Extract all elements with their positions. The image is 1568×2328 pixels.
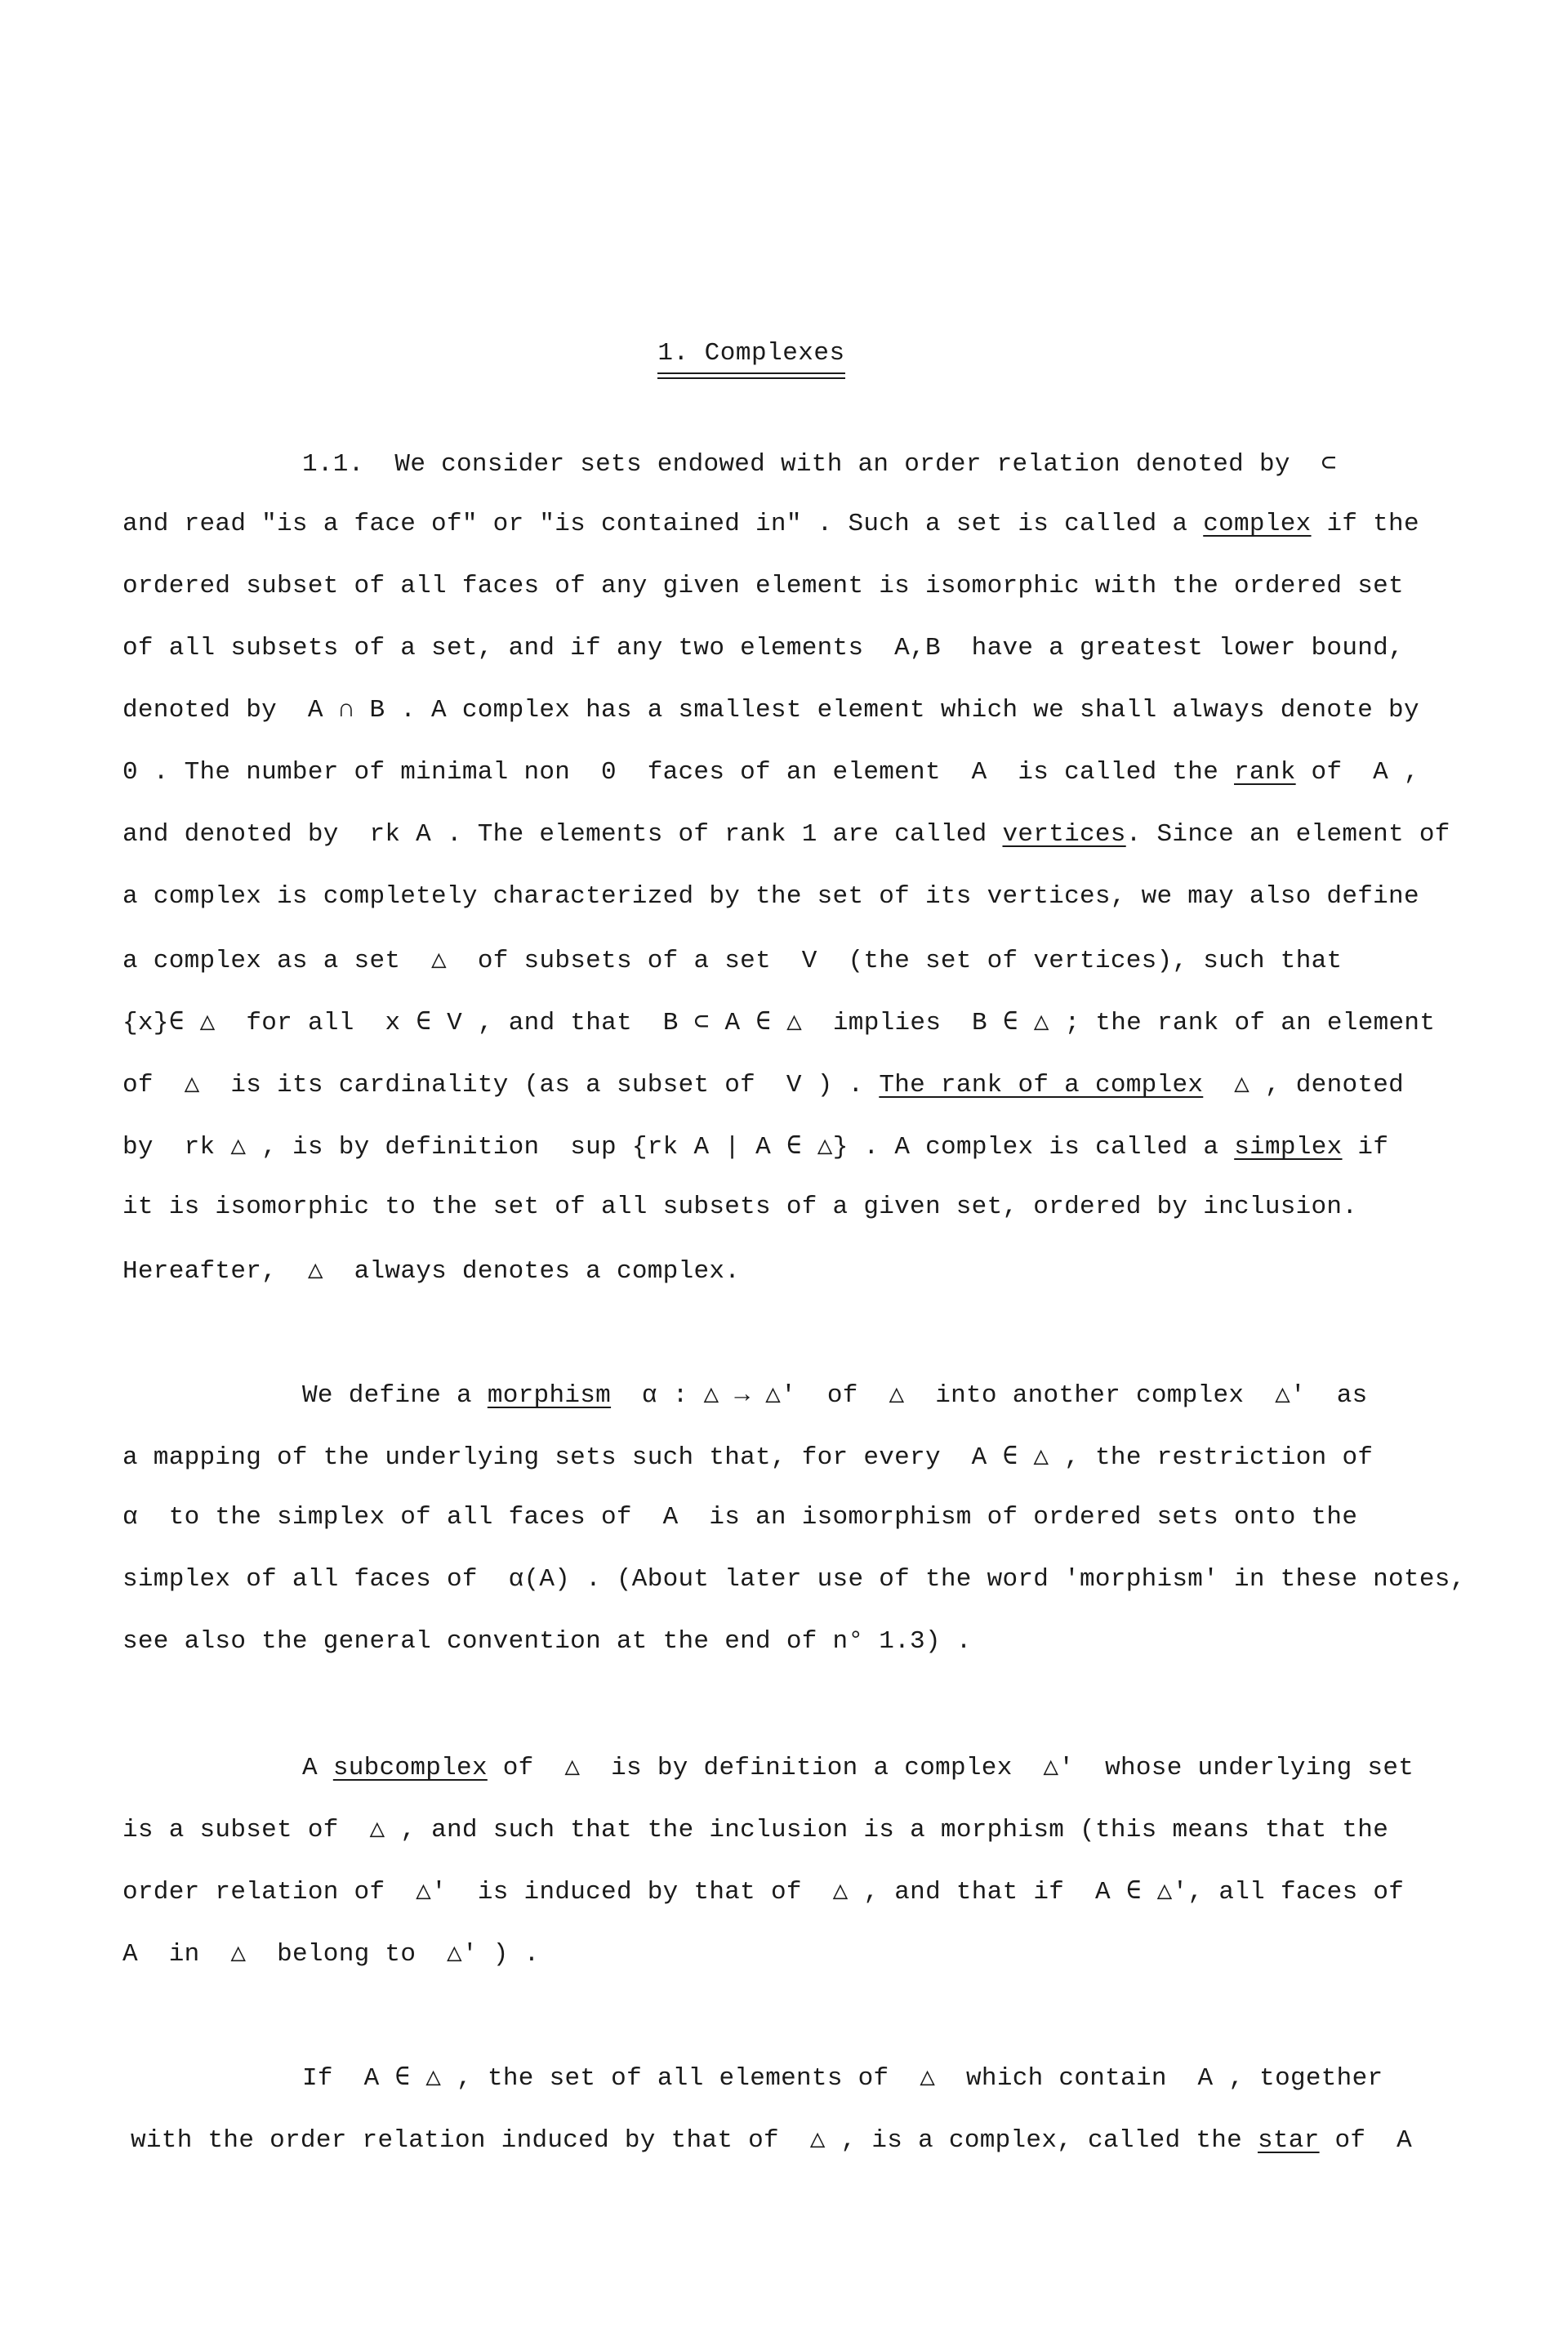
text-segment: Hereafter, △ always denotes a complex. <box>122 1257 741 1286</box>
text-segment: A <box>302 1754 333 1782</box>
text-line <box>122 1875 1404 1907</box>
text-segment: {x}∈ △ for all x ∈ V , and that B ⊂ A ∈ △ implies B ∈ △ ; the rank of an element <box>122 1009 1436 1037</box>
text-line <box>122 510 1419 538</box>
text-segment: denoted by A ∩ B . A complex has a smallest element which we shall always denote by <box>122 696 1419 725</box>
text-segment: 1.1. We consider sets endowed with an order relation denoted by ⊂ <box>302 450 1337 479</box>
text-line <box>122 634 1404 662</box>
text-segment: a complex as a set △ of subsets of a set V (the set of vertices), such that <box>122 947 1343 975</box>
text-line <box>131 2124 1412 2155</box>
defined-term: rank <box>1234 758 1296 787</box>
text-segment: a complex is completely characterized by the set of its vertices, we may also define <box>122 882 1419 911</box>
text-segment: We define a <box>302 1381 488 1410</box>
text-segment: A in △ belong to △' ) . <box>122 1940 540 1969</box>
text-line <box>122 1813 1388 1844</box>
defined-term: morphism <box>487 1381 612 1410</box>
section-title-text: 1. Complexes <box>657 339 844 374</box>
text-line <box>122 1068 1404 1099</box>
text-line <box>302 1751 1414 1782</box>
text-segment: of all subsets of a set, and if any two elements A,B have a greatest lower bound, <box>122 634 1404 662</box>
text-segment: with the order relation induced by that of △ , is a complex, called the <box>131 2126 1258 2155</box>
text-segment: order relation of △' is induced by that of △ , and that if A ∈ △', all faces of <box>122 1878 1405 1907</box>
text-line <box>122 1131 1388 1162</box>
defined-term: vertices <box>1002 820 1126 849</box>
text-line <box>122 1255 740 1286</box>
text-segment: a mapping of the underlying sets such that, for every A ∈ △ , the restriction of <box>122 1443 1374 1472</box>
defined-term: The rank of a complex <box>879 1071 1204 1099</box>
text-line <box>302 1379 1368 1410</box>
text-line <box>122 572 1404 600</box>
text-line <box>122 758 1419 787</box>
section-title <box>0 339 1503 374</box>
text-segment: if the <box>1311 510 1419 538</box>
text-segment: ordered subset of all faces of any given element is isomorphic with the ordered set <box>122 572 1404 600</box>
defined-term: subcomplex <box>332 1754 488 1782</box>
text-line <box>302 448 1337 479</box>
text-segment: is a subset of △ , and such that the inclusion is a morphism (this means that the <box>122 1816 1389 1844</box>
defined-term: simplex <box>1234 1133 1343 1162</box>
text-line <box>122 1503 1357 1532</box>
text-line <box>302 2062 1383 2093</box>
text-segment: of △ is by definition a complex △' whose underlying set <box>487 1754 1414 1782</box>
text-segment: see also the general convention at the end of n° 1.3) . <box>122 1627 972 1656</box>
text-line <box>122 1006 1435 1037</box>
text-segment: α to the simplex of all faces of A is an isomorphism of ordered sets onto the <box>122 1503 1358 1532</box>
text-segment: and read "is a face of" or "is contained in" . Such a set is called a <box>122 510 1204 538</box>
text-line <box>122 1441 1373 1472</box>
defined-term: complex <box>1203 510 1312 538</box>
defined-term: star <box>1257 2126 1320 2155</box>
text-line <box>122 820 1450 849</box>
text-segment: α : △ → △' of △ into another complex △' as <box>611 1381 1368 1410</box>
text-line <box>122 696 1419 725</box>
text-line <box>122 1627 972 1656</box>
text-line <box>122 882 1419 911</box>
text-segment: if <box>1342 1133 1389 1162</box>
text-segment: of A , <box>1295 758 1419 787</box>
text-segment: of A <box>1319 2126 1413 2155</box>
text-line <box>122 1938 540 1969</box>
text-segment: and denoted by rk A . The elements of rank 1 are called <box>122 820 1003 849</box>
text-segment: △ , denoted <box>1203 1071 1405 1099</box>
text-segment: 0 . The number of minimal non 0 faces of an element A is called the <box>122 758 1235 787</box>
text-line <box>122 1193 1357 1221</box>
text-segment: it is isomorphic to the set of all subsets of a given set, ordered by inclusion. <box>122 1193 1358 1221</box>
text-line <box>122 944 1342 975</box>
text-segment: If A ∈ △ , the set of all elements of △ which contain A , together <box>302 2064 1383 2093</box>
text-segment: by rk △ , is by definition sup {rk A | A ∈ △} . A complex is called a <box>122 1133 1235 1162</box>
text-line <box>122 1565 1466 1594</box>
text-segment: simplex of all faces of α(A) . (About later use of the word 'morphism' in these notes, <box>122 1565 1466 1594</box>
text-segment: . Since an element of <box>1125 820 1450 849</box>
text-segment: of △ is its cardinality (as a subset of V ) . <box>122 1071 880 1099</box>
